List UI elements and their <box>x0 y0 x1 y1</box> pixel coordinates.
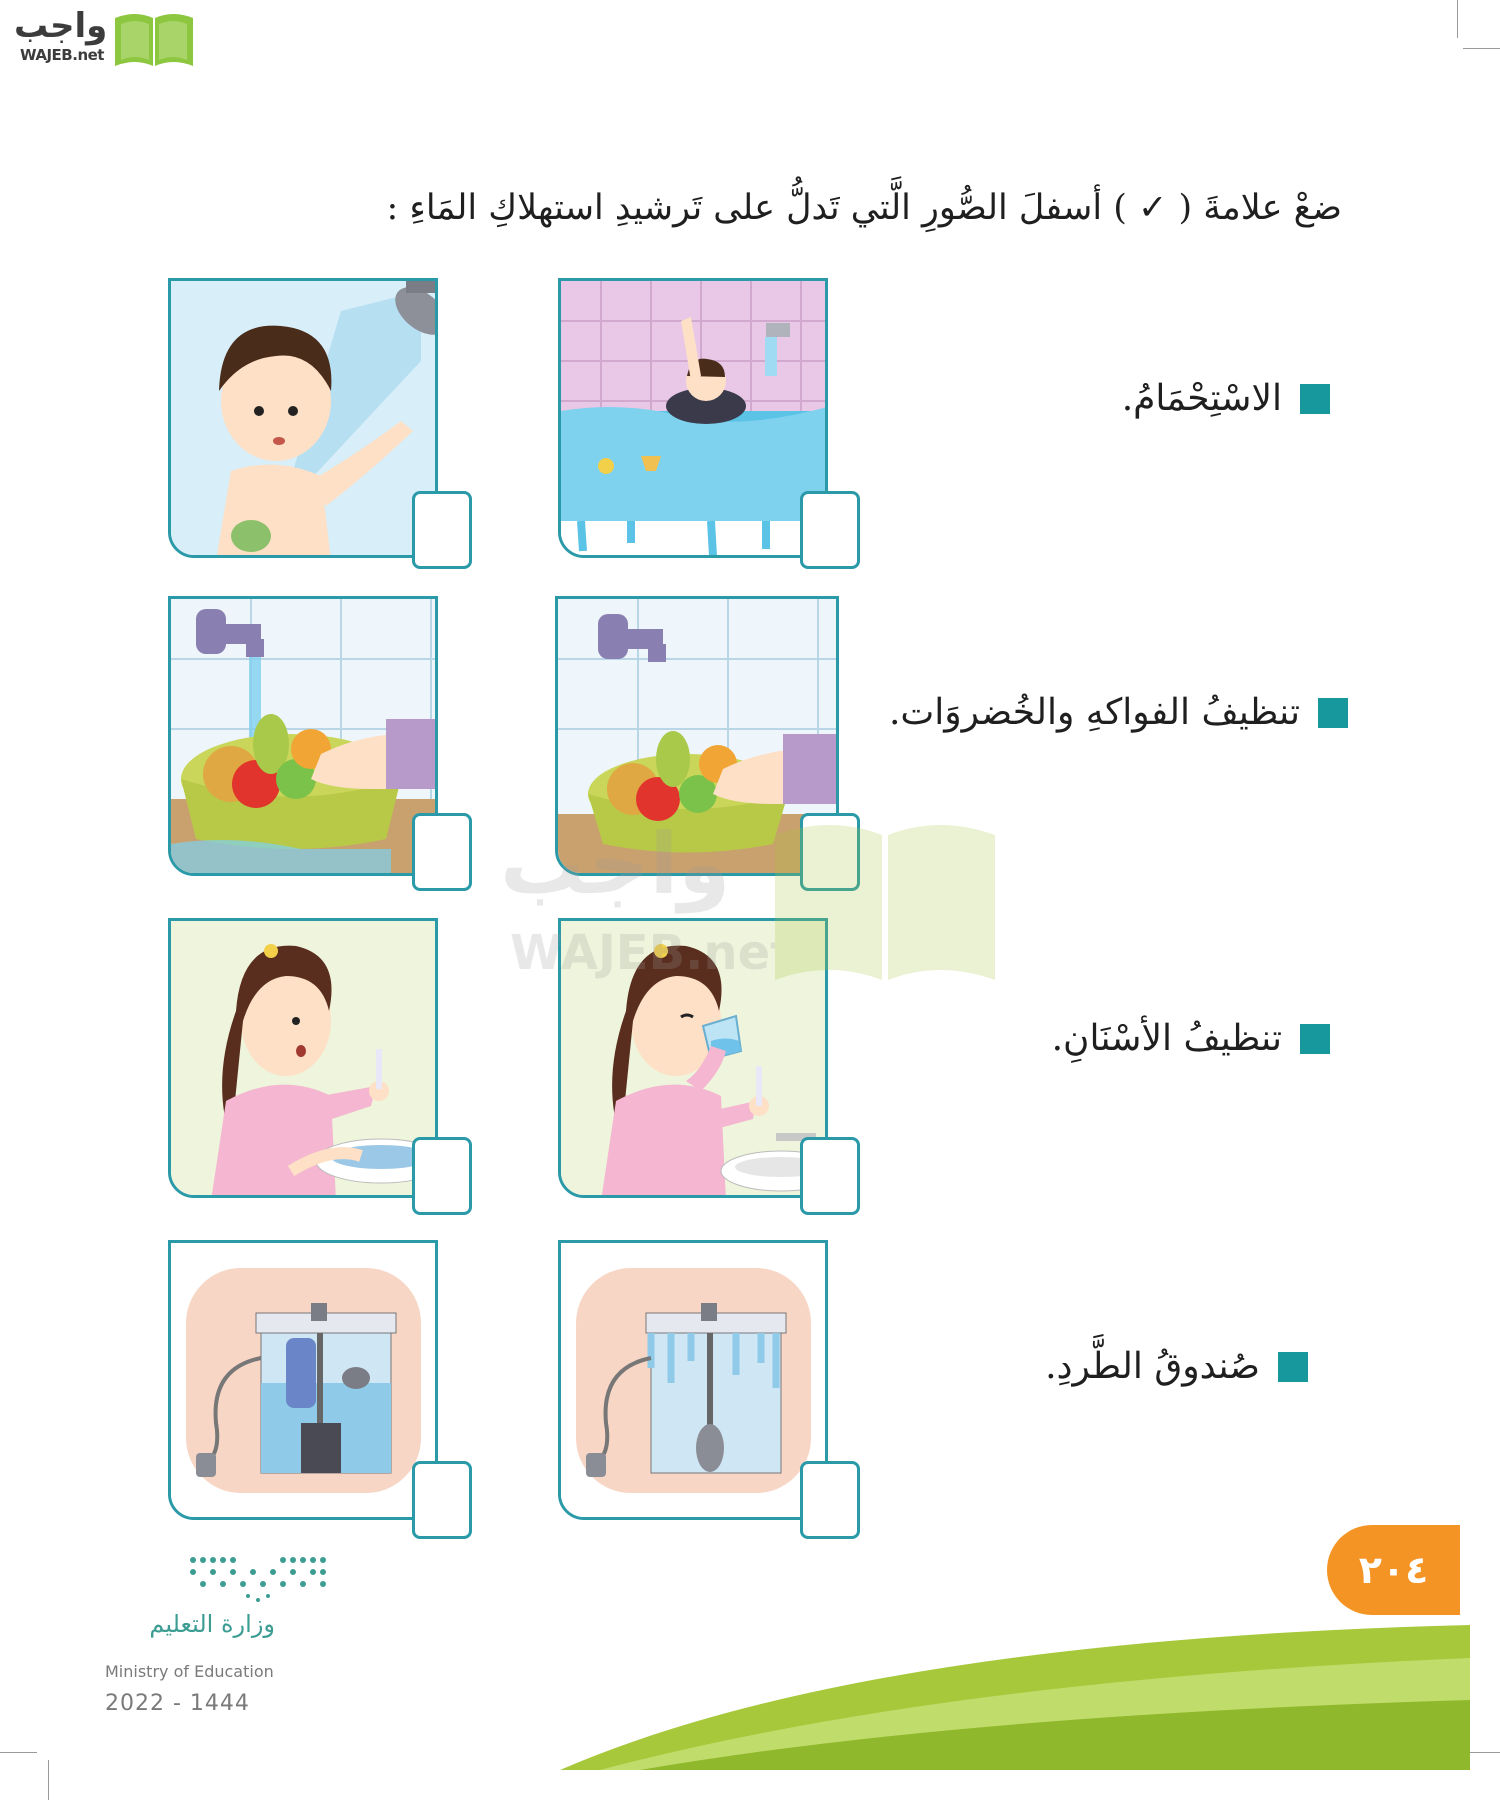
item-text: تنظيفُ الفواكهِ والخُضروَات. <box>888 692 1300 733</box>
checkbox-fruit-tap-off[interactable] <box>800 813 860 891</box>
bullet-square-icon <box>1300 1024 1330 1054</box>
logo-arabic-text: واجب <box>14 6 108 46</box>
footer-green-swoosh <box>560 1620 1470 1770</box>
item-label-bathing <box>1122 378 1330 419</box>
page-number-badge: ٢٠٤ <box>1327 1525 1460 1615</box>
checkbox-shower[interactable] <box>412 491 472 569</box>
item-label-brushing-teeth <box>1052 1018 1330 1059</box>
checkbox-flush-tank-plain[interactable] <box>800 1461 860 1539</box>
crop-mark <box>48 1760 49 1800</box>
item-text: تنظيفُ الأسْنَانِ. <box>1051 1018 1282 1059</box>
bullet-square-icon <box>1300 384 1330 414</box>
instruction-text: ضعْ علامةَ ( ✓ ) أسفلَ الصُّورِ الَّتي تَدلُّ على تَرشيدِ استهلاكِ المَاءِ : <box>386 188 1342 228</box>
item-label-washing-produce <box>889 692 1348 733</box>
watermark-latin: WAJEB.net <box>510 925 794 981</box>
vision-dots-icon <box>188 1550 368 1610</box>
item-label-flush-tank <box>1045 1346 1308 1387</box>
image-teeth-with-cup <box>558 918 828 1198</box>
ministry-year: 2022 - 1444 <box>105 1691 250 1716</box>
image-flush-tank-bottle <box>168 1240 438 1520</box>
watermark-arabic: واجب <box>500 815 731 913</box>
crop-mark <box>1463 48 1500 49</box>
image-fruit-running-tap <box>168 596 438 876</box>
item-text: صُندوقُ الطَّردِ. <box>1045 1346 1260 1387</box>
checkbox-teeth-tap-running[interactable] <box>412 1137 472 1215</box>
checkbox-overflowing-bath[interactable] <box>800 491 860 569</box>
checkbox-flush-tank-bottle[interactable] <box>412 1461 472 1539</box>
ministry-arabic: وزارة التعليم <box>149 1610 275 1638</box>
crop-mark <box>1457 0 1458 38</box>
image-shower <box>168 278 438 558</box>
ministry-english: Ministry of Education <box>105 1662 274 1681</box>
checkbox-teeth-with-cup[interactable] <box>800 1137 860 1215</box>
bullet-square-icon <box>1318 698 1348 728</box>
image-overflowing-bath <box>558 278 828 558</box>
bullet-square-icon <box>1278 1352 1308 1382</box>
image-flush-tank-plain <box>558 1240 828 1520</box>
book-icon <box>113 10 195 68</box>
wajeb-logo[interactable] <box>8 6 188 66</box>
crop-mark <box>0 1752 37 1753</box>
checkbox-fruit-running-tap[interactable] <box>412 813 472 891</box>
image-teeth-tap-running <box>168 918 438 1198</box>
logo-latin-text: WAJEB.net <box>20 46 104 64</box>
image-fruit-tap-off <box>555 596 839 876</box>
item-text: الاسْتِحْمَامُ. <box>1121 378 1282 419</box>
